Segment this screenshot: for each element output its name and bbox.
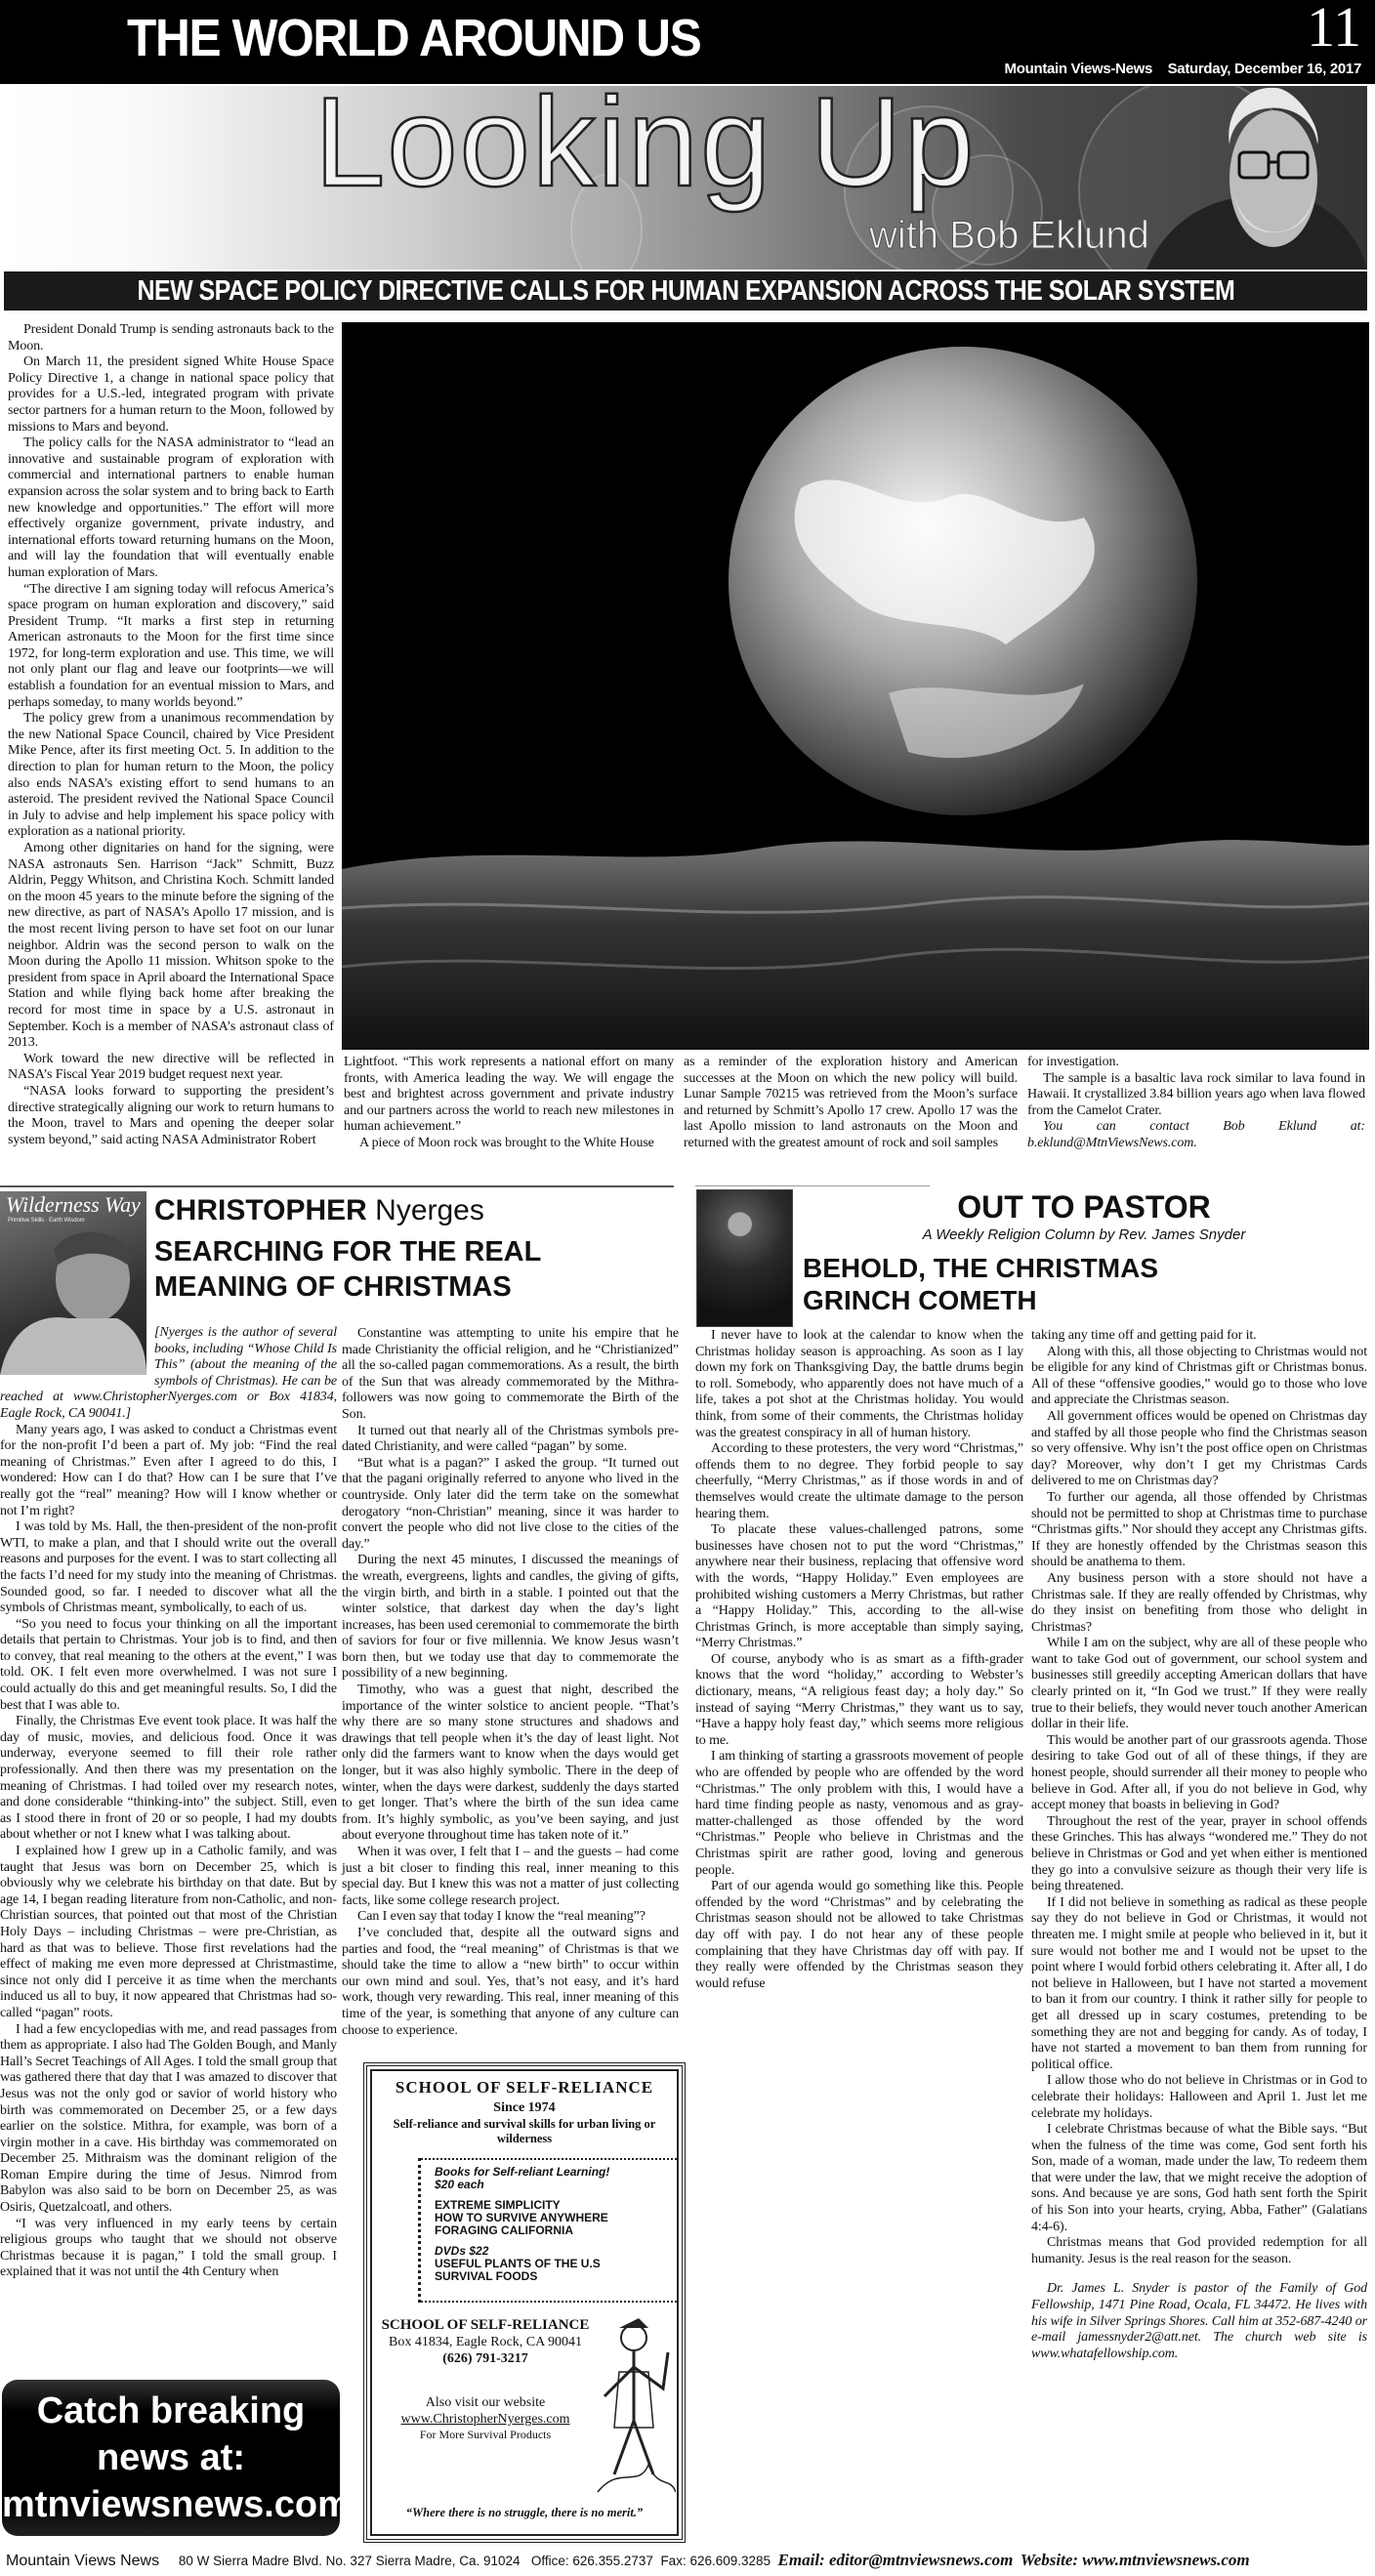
promo-website: mtnviewsnews.com [2,2484,351,2525]
paragraph: taking any time off and getting paid for it. [1031,1328,1257,1343]
paragraph: This would be another part of our grassroots agenda. Those desiring to take God out of all of these things, if they are honest people, should surrender all their money to people who believe in God. After all, if you do not believe in God, why accept money that boasts in believing in God? [1031,1732,1367,1813]
paragraph: Finally, the Christmas Eve event took place. It was half the day of music, movies, and delicious food. Once it was underway, everyone seemed to fill their role rather professionally. And then there was my presentation on the meaning of Christmas. I had toiled over my research notes, and done considerable “thinking-into” the subject. Still, even as I stood there in front of 20 or so people, I had my doubts about whether or not I knew what I was talking about. [0,1714,337,1843]
paragraph: for investigation. [1027,1055,1119,1069]
paragraph: Timothy, who was a guest that night, described the importance of the winter solstice to ancient people. “That’s why there are so many stone structures and shadows and drawings that tell people when it’s the day of least light. Not only did the farmers want to know when the days would get longer, but it was also highly symbolic. There in the deep of winter, when the days were darkest, suddenly the days started to get longer. That’s where the birth of the sun idea came from. It’s highly symbolic, as you’ve been saying, and just about everyone throughout time has taken note of it.” [342,1683,679,1844]
paragraph: I am thinking of starting a grassroots movement of people who are offended by people who are offended by the word “Christmas.” The only problem with this, I would have a hard time finding people as nasty, venomous and as gray-matter-challenged as those offended by the word “Christmas.” People who believe in Christmas and the Christmas spirit are rather good, loving and generous people. [695,1749,1023,1878]
paragraph: The sample is a basaltic lava rock similar to lava found in Hawaii. It crystallized 3.84 billion years ago when lava flowed from the Camelot Crater. [1027,1070,1365,1118]
survivalist-drawing [590,2308,676,2494]
masthead-bar [0,0,1375,84]
paragraph: as a reminder of the exploration history and American successes at the Moon on which the new policy will build. Lunar Sample 70215 was retrieved from the Moon’s surface and returned by Schmitt’s Apollo 17 crew. Apollo 17 was the last Apollo mission to land astronauts on the Moon and returned with the greatest amount of rock and soil samples [684,1055,1018,1150]
column-banner [4,86,1367,270]
article-headline [803,1252,1158,1316]
column-title: OUT TO PASTOR [957,1189,1211,1225]
headline-text: NEW SPACE POLICY DIRECTIVE CALLS FOR HUMAN EXPANSION ACROSS THE SOLAR SYSTEM [137,275,1234,307]
paragraph: While I am on the subject, why are all of these people who want to take God out of government, our school system and businesses still greedily accepting American dollars that have clearly printed on it, “In God we trust.” If they were really true to their beliefs, they would never touch another American dollar in their life. [1031,1636,1367,1732]
section-divider [0,1185,674,1187]
paper-name: Mountain Views-News [1004,61,1153,77]
ad-tagline: Self-reliance and survival skills for urban living or wilderness [393,2117,656,2145]
paragraph: A piece of Moon rock was brought to the White House [359,1135,654,1150]
footer-email[interactable]: Email: editor@mtnviewsnews.com [777,2551,1014,2569]
headline-spacer [154,1191,337,1325]
paragraph: “NASA looks forward to supporting the president’s directive strategically aligning our work to return humans to the Moon, travel to Mars and opening the deeper solar system beyond,” said acting NASA Administrator Robert [8,1083,334,1147]
headline-line: SEARCHING FOR THE REAL [154,1236,542,1267]
photo-caption: Wilderness Way [6,1192,141,1217]
paragraph: “The directive I am signing today will refocus America’s space program on human exploration and discovery,” said President Trump. “It marks a first step in returning American astronauts to the Moon for the first time since 1972, for long-term exploration and use. This time, we will not only plant our flag and leave our footprints—we will establish a foundation for an eventual mission to Mars, and perhaps someday, to many worlds beyond.” [8,581,334,710]
footer-fax: Fax: 626.609.3285 [660,2554,771,2568]
masthead-dateline [1005,61,1361,78]
paragraph: I allow those who do not believe in Christmas or in God to celebrate their holidays: Halloween and April 1. Just let me celebrate my holidays. [1031,2073,1367,2121]
book-title: HOW TO SURVIVE ANYWHERE [435,2211,608,2224]
ad-since: Since 1974 [493,2100,556,2115]
paragraph: Throughout the rest of the year, prayer in school offends these Grinches. This has always “wondered me.” They do not believe in Christmas or God and yet when either is mentioned they go into a convulsive seizure as though their very life is being threatened. [1031,1813,1367,1894]
author-photo [696,1189,793,1327]
ad-org-name: SCHOOL OF SELF-RELIANCE [381,2317,590,2333]
footer-website[interactable]: Website: www.mtnviewsnews.com [1020,2551,1250,2569]
paragraph: President Donald Trump is sending astronauts back to the Moon. [8,322,334,353]
paragraph: It turned out that nearly all of the Christmas symbols pre-dated Christianity, and were called “pagan” by some. [342,1423,679,1455]
ad-address: Box 41834, Eagle Rock, CA 90041 [389,2335,582,2349]
paragraph: Along with this, all those objecting to Christmas would not be eligible for any kind of Christmas gift or Christmas bonus. All of these “offensive goodies,” would go to those who love and appreciate the Christmas season. [1031,1344,1367,1408]
footer-address: 80 W Sierra Madre Blvd. No. 327 Sierra Madre, Ca. 91024 [178,2554,521,2568]
paragraph: Constantine was attempting to unite his empire that he made Christianity the official religion, and he “Christianized” all the so-called pagan commemorations. As a result, the birth of the Sun that was already commemorated by the Mithra-followers was now going to commemorate the Birth of the Son. [342,1326,679,1422]
ad-quote: “Where there is no struggle, there is no merit.” [405,2506,644,2519]
headline-line: GRINCH COMETH [803,1285,1037,1315]
article-column [695,1328,1023,1992]
paragraph: Many years ago, I was asked to conduct a Christmas event for the non-profit I’d been a part of. My job: “Find the real meaning of Christmas.” Even after I agreed to do this, I wondered: How can I do that? How can I be sure that I’ve really got the “real” meaning? How will I know whether or not I’m right? [0,1422,337,1518]
column-logo-text: Looking Up [314,86,977,213]
article-column [344,1055,674,1152]
headline-line: BEHOLD, THE CHRISTMAS [803,1253,1158,1283]
catch-breaking-news-promo[interactable] [2,2380,351,2536]
paragraph: To further our agenda, all those offended by Christmas should not be permitted to shop at Christmas time to purchase “Christmas gifts.” Nor should they accept any Christmas gifts. If they are honestly offended by the Christmas season this should be anathema to them. [1031,1489,1367,1570]
promo-line: Catch breaking [36,2390,306,2431]
paragraph: Lightfoot. “This work represents a national effort on many fronts, with America leading the way. We will engage the best and brightest across government and private industry and our partners across the world to reach new milestones in human achievement.” [344,1055,674,1135]
books-price: $20 each [435,2178,484,2191]
earth-from-moon-photo [342,322,1369,1050]
paragraph: Part of our agenda would go something like this. People offended by the word “Christmas” and by celebrating the Christmas season should not be allowed to take Christmas day off with pay. I do not hear any of these people complaining that they have Christmas day off with pay. If they really were offended by the Christmas season they would refuse [695,1879,1023,1991]
footer-paper-name: Mountain Views News [6,2553,160,2569]
ad-website-link[interactable]: www.ChristopherNyerges.com [400,2412,570,2427]
paragraph: The policy calls for the NASA administrator to “lead an innovative and sustainable program of exploration with commercial and international partners to enable human expansion across the solar system and to bring back to Earth new knowledge and opportunities.” The effort will more effectively organize government, private industry, and international efforts toward returning humans on the Moon, and will lay the foundation that will eventually enable human exploration of Mars. [8,436,334,580]
footer-office-phone: Office: 626.355.2737 [530,2554,653,2568]
paragraph-group [1031,1328,1367,2267]
author-bio: [Nyerges is the author of several books, including “Whose Child Is This” (about the meaning of the symbols of Christmas). He can be reached at www.ChristopherNyerges.com or Box 41834, Eagle Rock, CA 90041.] [0,1325,337,1421]
article-column [1027,1055,1365,1152]
paragraph: On March 11, the president signed White House Space Policy Directive 1, a change in national space policy that provides for a U.S.-led, integrated program with private sector partners for a human return to the Moon, followed by missions to Mars and beyond. [8,354,334,435]
author-last-name: Nyerges [375,1194,484,1226]
article-column [0,1191,337,2281]
section-divider [695,1185,930,1186]
paragraph: During the next 45 minutes, I discussed the meanings of the wreath, evergreens, lights and candles, the giving of gifts, the virgin birth, and birth in a stable. I pointed out that the winter solstice, that darkest day when the day’s light increases, has been used ceremonial to commemorate the birth of saviors for four or five millennia. We know Jesus wasn’t born then, but we today use that day to commemorate the possibility of a new beginning. [342,1553,679,1682]
paragraph-group [1027,1055,1365,1119]
paragraph: I never have to look at the calendar to know when the Christmas holiday season is approaching. As soon as I lay down my fork on Thanksgiving Day, the battle drums begin to roll. Somebody, who apparently does not have much of a life, takes a pot shot at the Christmas holiday. You would think, from some of their comments, the Christmas holiday was the greatest conspiracy in all of human history. [695,1328,1023,1440]
paragraph: Any business person with a store should not have a Christmas sale. If they are really offended by Christmas, why do they insist on benefiting from those who delight in Christmas? [1031,1570,1367,1635]
article-column [684,1055,1018,1152]
paragraph: Work toward the new directive will be reflected in NASA’s Fiscal Year 2019 budget request next year. [8,1051,334,1083]
headline-line: MEANING OF CHRISTMAS [154,1271,512,1303]
paragraph: I celebrate Christmas because of what the Bible says. “But when the fulness of the time was come, God sent forth his Son, made of a woman, made under the law, To redeem them that were under the law, that we might receive the adoption of sons. And because ye are sons, God hath sent forth the Spirit of his Son into your hearts, crying, Abba, Father” (Galatians 4:4-6). [1031,2122,1367,2234]
school-of-self-reliance-ad [363,2062,686,2543]
paragraph: Among other dignitaries on hand for the signing, were NASA astronauts Sen. Harrison “Jack” Schmitt, Buzz Aldrin, Peggy Whitson, and Christina Koch. Schmitt landed on the moon 45 years to the minute before the signing of the new directive, as part of NASA’s Apollo 17 mission, and is the most recent living person to have set foot on our lunar neighbor. Aldrin was the second person to walk on the Moon during the Apollo 11 mission. Whitson spoke to the president from space in April aboard the International Space Station and while flying back home after breaking the record for most time in space by a U.S. astronaut in September. Koch is a member of NASA’s astronaut class of 2013. [8,841,334,1051]
paragraph: When it was over, I felt that I – and the guests – had come just a bit closer to finding this real, inner meaning to this special day. But I knew this was not a matter of just collecting facts, like some college research project. [342,1845,679,1908]
paragraph: If I did not believe in something as radical as these people say they do not believe in God or Christmas, it would not threaten me. I might smile at people who believed in it, but it sure would not bother me and I would not be upset to the point where I would forbid others celebrating it. After all, I do not believe in Halloween, but I have not started a movement to ban it from our country. I think it rather silly for people to get all dressed up in scary costumes, pretending to be something they are not and begging for candy. As of today, I have not started a movement to ban them from running for political office. [1031,1894,1367,2072]
paragraph: I was told by Ms. Hall, the then-president of the non-profit WTI, to make a plan, and that I should write out the overall reasons and purposes for the event. I was to start collecting all the facts I’d need for my study into the meaning of Christmas. Sounded good, so far. I needed to discover what all the symbols of Christmas meant, symbolically, to each of us. [0,1519,337,1616]
promo-line: news at: [96,2437,246,2478]
books-heading: Books for Self-reliant Learning! [435,2165,610,2179]
paragraph: Christmas means that God provided redemption for all humanity. Jesus is the real reason for the season. [1031,2235,1367,2266]
author-photo [1127,86,1367,270]
article-column [1031,1328,1367,2362]
article-column [342,1326,679,2039]
paragraph: Of course, anybody who is as smart as a fifth-grader knows that the word “holiday,” according to Webster’s dictionary, means, “A religious feast day; a holy day.” So instead of saying “Merry Christmas,” they want us to say, “Have a happy holy feast day,” which seems more religious to me. [695,1651,1023,1748]
ad-product-list [418,2158,677,2303]
ad-phone: (626) 791-3217 [442,2351,528,2366]
ad-title: SCHOOL OF SELF-RELIANCE [395,2078,654,2097]
paragraph: All government offices would be opened on Christmas day and staffed by all those people who find the Christmas season so very offensive. Why isn’t the post office open on Christmas day? Moreover, why don’t I get my Christmas Cards delivered to me on Christmas day? [1031,1408,1367,1489]
paragraph: I explained how I grew up in a Catholic family, and was taught that Jesus was born on December 25, which is obviously why we celebrate his birthday on that date. But by age 14, I began reading literature from non-Catholic, and non-Christian sources, that pointed out that most of the Christian Holy Days – including Christmas – were pre-Christian, as hard as that was to believe. Those first revelations had the effect of making me even more depressed at Christmastime, since not only did I perceive it as time when the merchants induced us all to buy, it now appeared that Christmas had so-called “pagan” roots. [0,1844,337,2020]
paragraph-group [0,1423,337,2281]
issue-date: Saturday, December 16, 2017 [1167,61,1361,77]
author-first-name: CHRISTOPHER [154,1194,367,1226]
section-title: THE WORLD AROUND US [127,9,701,67]
article-headline [4,271,1367,311]
paragraph: “I was very influenced in my early teens by certain religious groups who taught that we should not observe Christmas because it is pagan,” I told the small group. I explained that it was not until the 4th Century when [0,2216,337,2280]
paragraph: According to these protesters, the very word “Christmas,” offends them to no degree. They forbid people to say cheerfully, “Merry Christmas,” as if those words in and of themselves would create the ultimate damage to the person hearing them. [695,1441,1023,1521]
ad-visit-text: Also visit our website [425,2395,546,2410]
paragraph: “So you need to focus your thinking on all the important details that pertain to Christmas. Your job is to find, and then to convey, that real meaning to the others at the event,” I was told. OK. I felt even more overwhelmed. I was not sure I could actually do this and get meaningful results. So, I did the best that I was able to. [0,1616,337,1713]
person-illustration [0,1221,146,1375]
paragraph: The policy grew from a unanimous recommendation by the new National Space Council, chaired by Vice President Mike Pence, after its first meeting Oct. 5. In addition to the direction to plan for human return to the Moon, the policy also ends NASA’s existing effort to send humans to an asteroid. The president revived the National Space Council in July to advise and help implement his space policy with exploration as a national priority. [8,711,334,840]
column-byline: with Bob Eklund [869,214,1149,257]
photo-subcaption: Primitive Skills · Earth Wisdom [8,1218,85,1224]
dvd-title: USEFUL PLANTS OF THE U.S [435,2257,601,2270]
author-photo [0,1191,146,1375]
ad-more-text: For More Survival Products [419,2428,552,2441]
paragraph: “But what is a pagan?” I asked the group. “It turned out that the pagani originally referred to anyone who lived in the countryside. Only later did the term take on the somewhat derogatory “non-Christian” meaning, since it was harder to convert the people who did not live close to the cities of the day.” [342,1455,679,1552]
dvds-heading: DVDs $22 [435,2244,489,2258]
article-column [8,322,334,1148]
page-footer [0,2545,1375,2575]
paragraph: I’ve concluded that, despite all the outward signs and parties and food, the “real meaning” of Christmas is that we should take the time to allow a “new birth” to occur within our own mind and soul. Yes, that’s not easy, and it’s hard work, though very rewarding. This real, inner meaning of this time of the year, is something that anyone of any culture can choose to experience. [342,1925,679,2038]
paragraph: Can I even say that today I know the “real meaning”? [357,1909,646,1925]
dvd-title: SURVIVAL FOODS [435,2269,538,2283]
paragraph: I had a few encyclopedias with me, and read passages from them as appropriate. I also had The Golden Bough, and Manly Hall’s Secret Teachings of All Ages. I told the small group that was gathered there that day that I was amazed to discover that Jesus was not the only god or savior of world history who birth was commemorated on December 25, or a few days earlier on the solstice. Mithra, for example, was born of a virgin mother in a cave. His birthday was commemorated on December 25. Mithraism was the dominant religion of the Roman Empire during the time of Jesus. Nimrod from Babylon was also said to be born on December 25, as was Osiris, Quetzalcoatl, and others. [0,2021,337,2216]
column-subtitle: A Weekly Religion Column by Rev. James Snyder [922,1226,1246,1243]
author-bio: Dr. James L. Snyder is pastor of the Family of God Fellowship, 1471 Pine Road, Ocala, FL 34472. He lives with his wife in Silver Springs Shores. Call him at 352-687-4240 or e-mail jamessnyder2@att.net. The church web site is www.whatafellowship.com. [1031,2281,1367,2361]
paragraph: To placate these values-challenged patrons, some businesses have chosen not to put the word “Christmas,” anywhere near their business, replacing that offensive word with the words, “Happy Holiday.” Even employees are prohibited wishing customers a Merry Christmas, but rather a “Happy Holiday.” This, according to the all-wise Christmas Grinch, is more acceptable than simply saying, “Merry Christmas.” [695,1522,1023,1651]
book-title: FORAGING CALIFORNIA [435,2223,573,2237]
page-number: 11 [1307,0,1361,59]
book-title: EXTREME SIMPLICITY [435,2198,561,2212]
author-contact: You can contact Bob Eklund at: b.eklund@MtnViewsNews.com. [1027,1119,1365,1150]
